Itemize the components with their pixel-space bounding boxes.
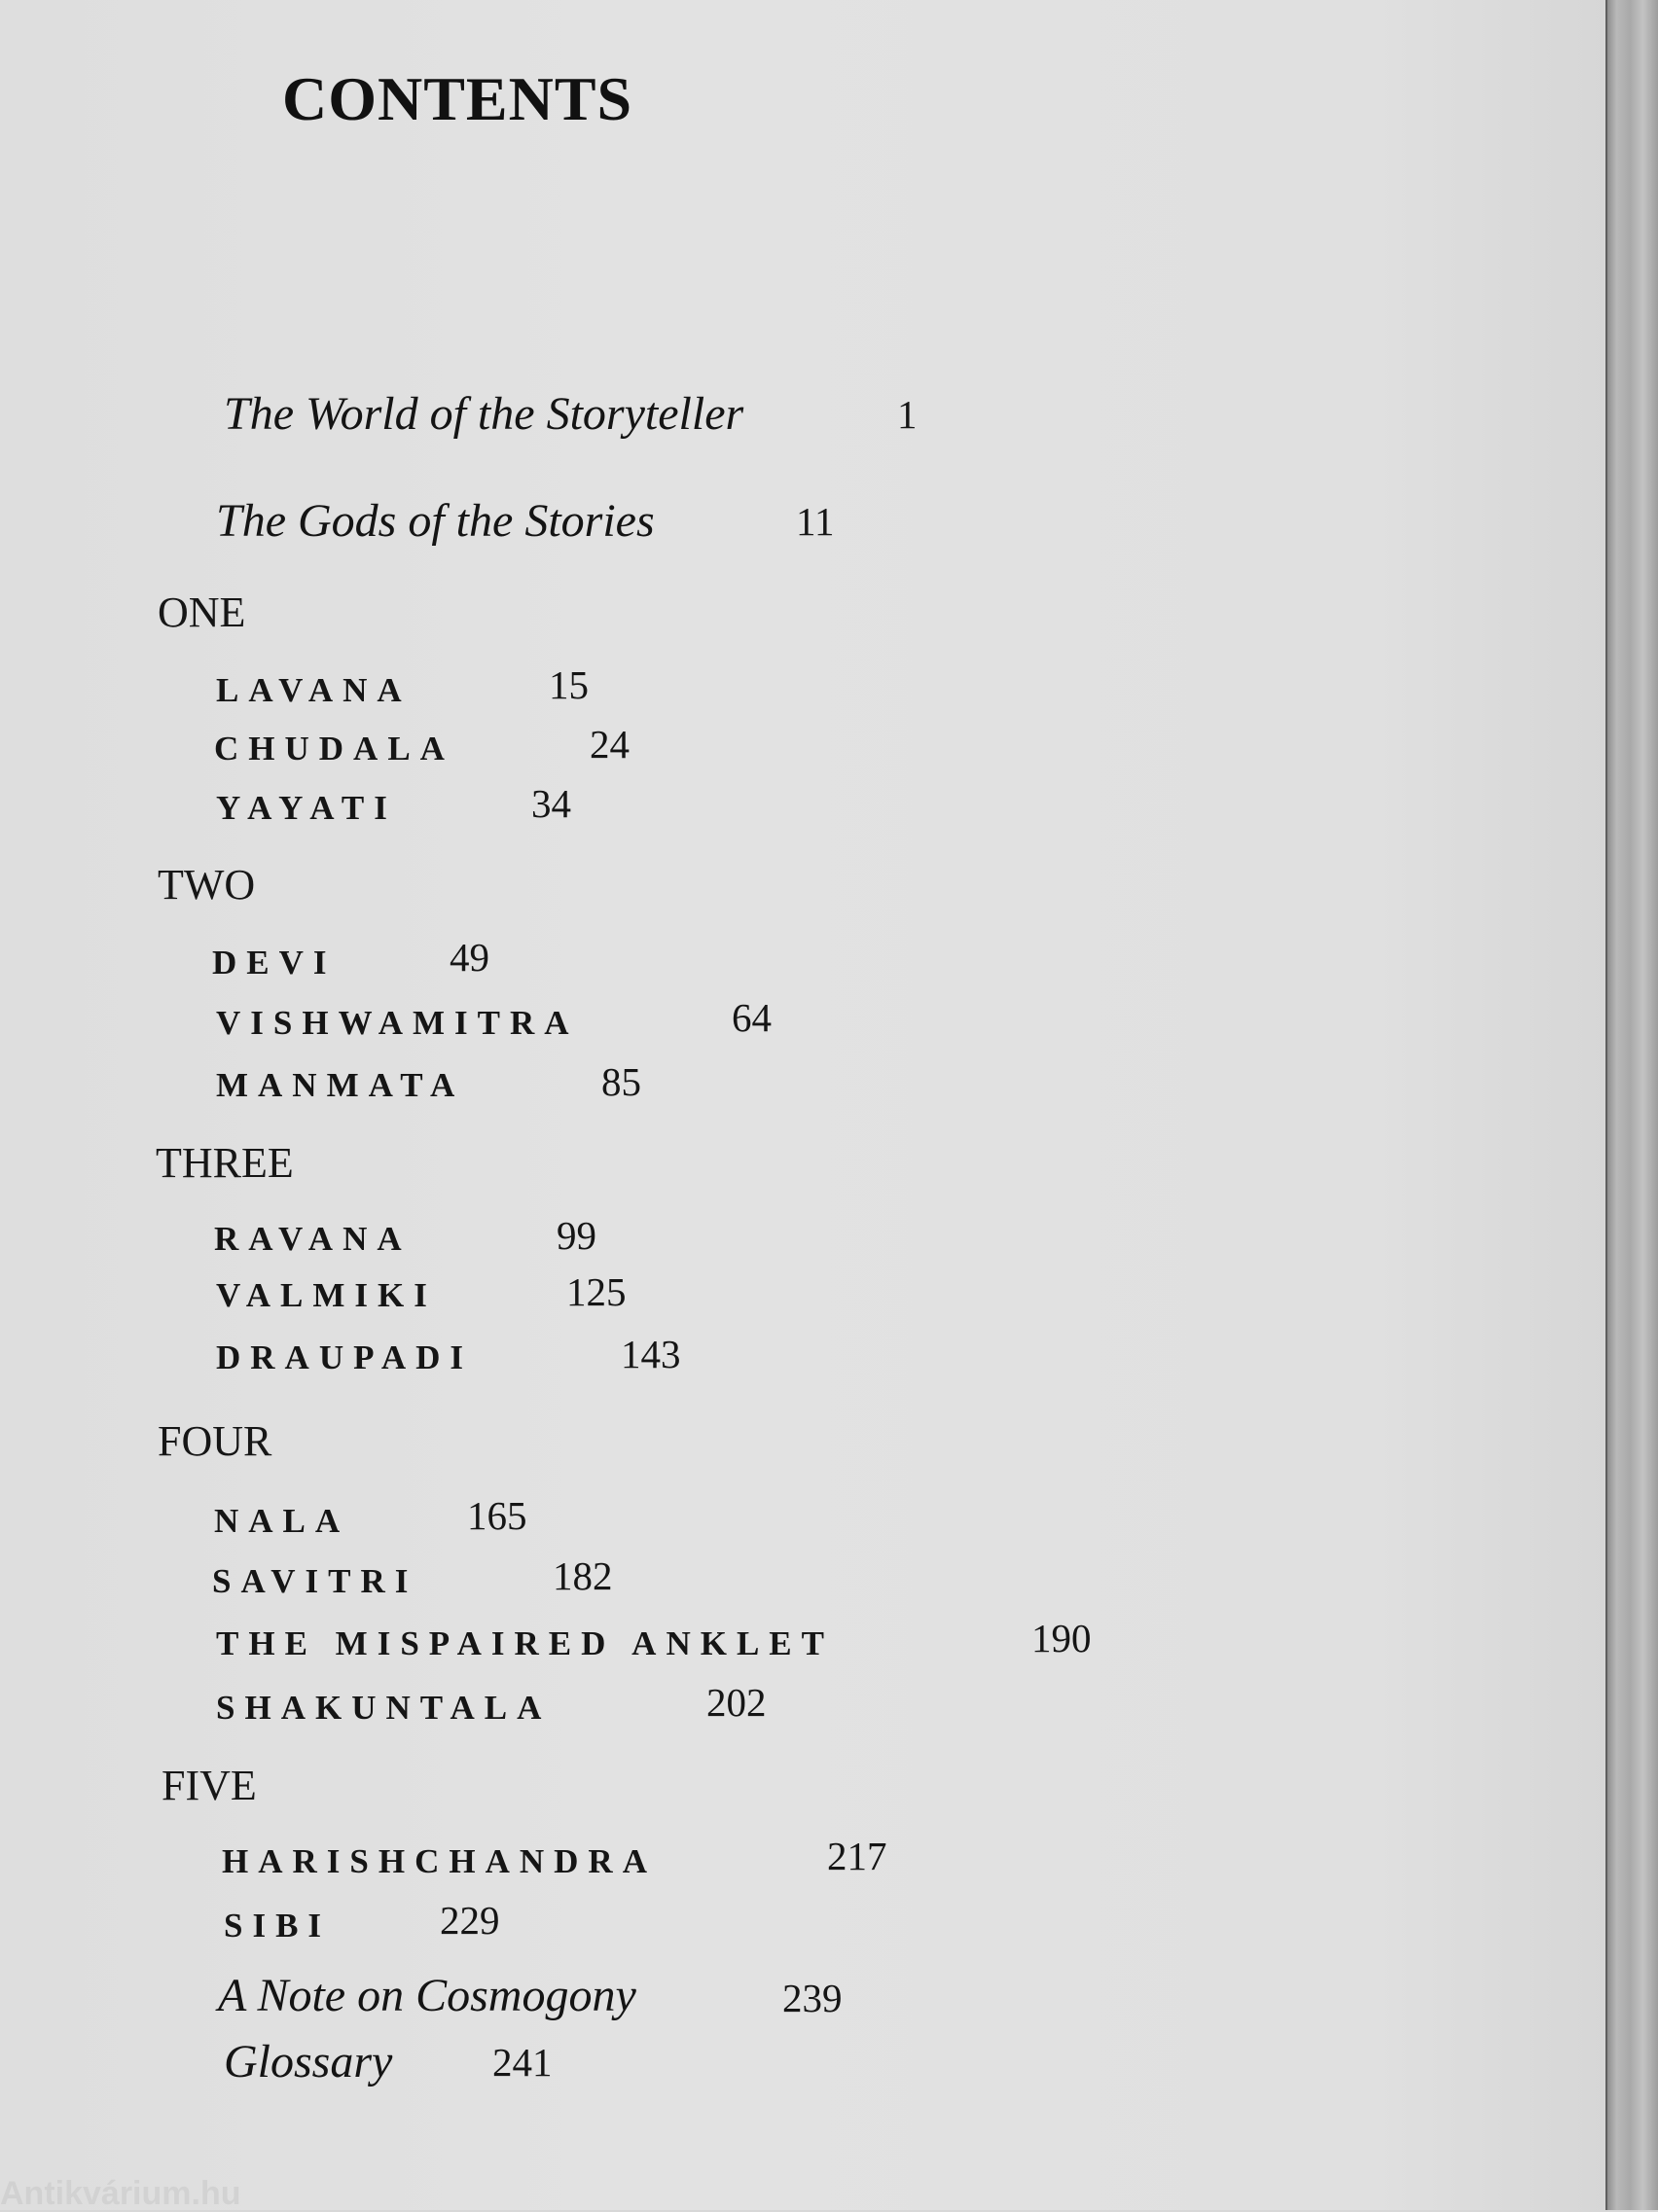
story-title-valmiki: VALMIKI [216,1276,437,1314]
story-title-savitri: SAVITRI [212,1562,418,1600]
front-entry-title-storyteller: The World of the Storyteller [224,388,744,440]
story-title-vishwamitra: VISHWAMITRA [216,1004,579,1042]
story-page-shakuntala: 202 [706,1680,767,1725]
story-page-devi: 49 [450,935,489,980]
story-page-sibi: 229 [440,1898,500,1943]
story-title-ravana: RAVANA [214,1220,412,1258]
story-title-devi: DEVI [212,944,337,981]
story-page-yayati: 34 [531,781,571,826]
story-title-draupadi: DRAUPADI [216,1338,474,1376]
front-entry-page-gods: 11 [796,499,835,544]
page-edge [1607,0,1658,2210]
part-heading-five: FIVE [162,1762,257,1809]
story-page-mispaired-anklet: 190 [1031,1616,1092,1660]
story-page-harishchandra: 217 [827,1834,887,1878]
story-title-mispaired-anklet: THE MISPAIRED ANKLET [216,1624,834,1662]
story-title-shakuntala: SHAKUNTALA [216,1689,552,1727]
story-title-chudala: CHUDALA [214,730,454,767]
story-page-chudala: 24 [590,722,630,767]
story-title-sibi: SIBI [224,1907,332,1944]
front-entry-title-gods: The Gods of the Stories [216,495,655,547]
story-title-yayati: YAYATI [216,789,397,827]
story-page-manmata: 85 [601,1059,641,1104]
story-title-nala: NALA [214,1502,350,1540]
story-page-ravana: 99 [557,1213,596,1258]
part-heading-three: THREE [156,1139,294,1187]
story-title-harishchandra: HARISHCHANDRA [222,1842,657,1880]
back-entry-title-glossary: Glossary [224,2036,393,2087]
story-page-lavana: 15 [549,662,589,707]
watermark: Antikvárium.hu [0,2175,241,2212]
back-entry-title-cosmogony: A Note on Cosmogony [218,1970,636,2021]
part-heading-one: ONE [158,589,246,636]
story-page-nala: 165 [467,1493,527,1538]
part-heading-four: FOUR [158,1417,272,1465]
story-title-manmata: MANMATA [216,1066,465,1104]
story-page-draupadi: 143 [621,1332,681,1376]
story-page-valmiki: 125 [566,1269,627,1314]
part-heading-two: TWO [158,861,256,909]
contents-heading: CONTENTS [282,64,633,133]
story-page-savitri: 182 [553,1553,613,1598]
back-entry-page-glossary: 241 [492,2040,553,2085]
back-entry-page-cosmogony: 239 [782,1976,843,2020]
story-page-vishwamitra: 64 [732,995,772,1040]
front-entry-page-storyteller: 1 [897,392,918,437]
story-title-lavana: LAVANA [216,671,412,709]
